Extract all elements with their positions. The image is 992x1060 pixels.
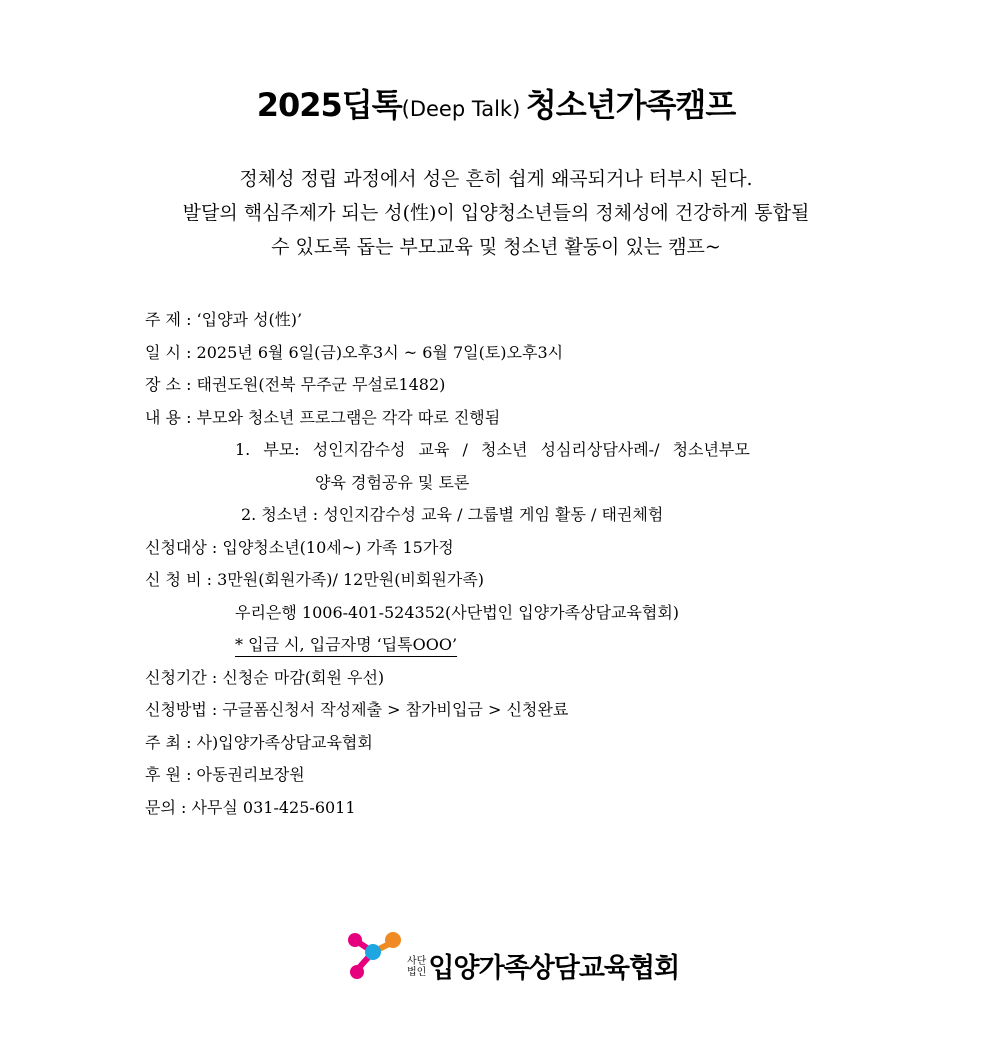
detail-method: 신청방법 : 구글폼신청서 작성제출 > 참가비입금 > 신청완료 [145,700,569,719]
detail-place: 장 소 : 태권도원(전북 무주군 무설로1482) [145,375,446,394]
logo-organization-name: 입양가족상담교육협회 [428,952,680,984]
logo-small-top: 사단 [407,956,427,967]
detail-date: 일 시 : 2025년 6월 6일(금)오후3시 ~ 6월 7일(토)오후3시 [145,342,564,362]
intro-line: 수 있도록 돕는 부모교육 및 청소년 활동이 있는 캠프~ [271,236,721,258]
detail-content-item-1-cont: 양육 경험공유 및 토론 [315,472,470,492]
detail-inquiry: 문의 : 사무실 031-425-6011 [145,797,356,817]
intro-paragraph [0,162,992,264]
logo-small-bottom: 법인 [407,967,427,978]
detail-theme: 주 제 : ‘입양과 성(性)’ [145,310,303,329]
intro-line: 정체성 정립 과정에서 성은 흔히 쉽게 왜곡되거나 터부시 된다. [239,168,753,190]
logo-corporation-label [407,956,426,978]
title-prefix: 2025딥톡 [256,86,402,124]
detail-deposit-notice [145,629,905,662]
event-details [145,304,905,824]
deposit-notice-text: * 입금 시, 입금자명 ‘딥톡OOO’ [235,635,458,654]
detail-target: 신청대상 : 입양청소년(10세~) 가족 15가정 [145,537,454,557]
page-title [0,80,992,126]
detail-period: 신청기간 : 신청순 마감(회원 우선) [145,667,385,687]
detail-host: 주 최 : 사)입양가족상담교육협회 [145,732,373,752]
detail-content-item-2: 2. 청소년 : 성인지감수성 교육 / 그룹별 게임 활동 / 태권체험 [241,505,664,524]
logo-mark-icon [345,928,403,984]
title-paren: (Deep Talk) [401,97,521,121]
detail-content-item-1: 1. 부모: 성인지감수성 교육 / 청소년 성심리상담사례-/ 청소년부모 [235,440,750,459]
intro-line: 발달의 핵심주제가 되는 성(性)이 입양청소년들의 정체성에 건강하게 통합될 [182,202,810,224]
detail-content: 내 용 : 부모와 청소년 프로그램은 각각 따로 진행됨 [145,407,501,427]
organization-logo [345,926,679,986]
detail-sponsor: 후 원 : 아동권리보장원 [145,765,305,784]
detail-bank-account: 우리은행 1006-401-524352(사단법인 입양가족상담교육협회) [235,602,680,622]
title-suffix: 청소년가족캠프 [525,86,736,124]
detail-fee: 신 청 비 : 3만원(회원가족)/ 12만원(비회원가족) [145,570,485,589]
